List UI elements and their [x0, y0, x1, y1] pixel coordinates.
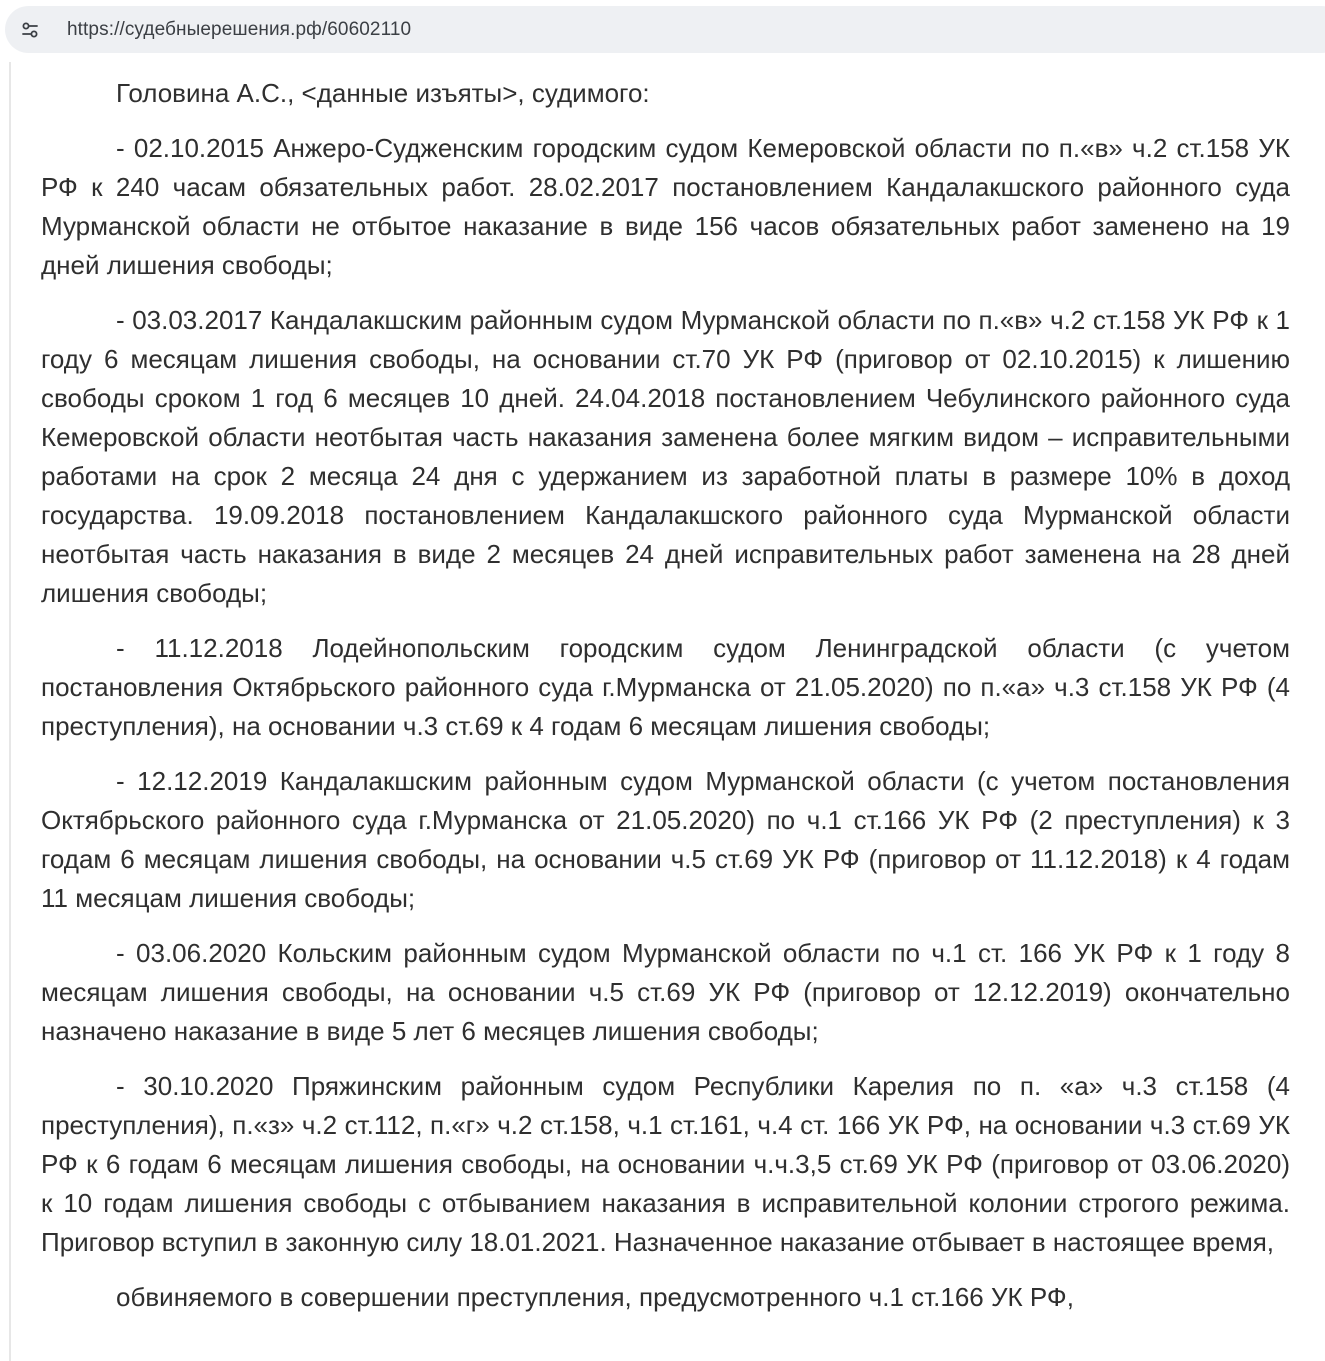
paragraph-conviction-2015: - 02.10.2015 Анжеро-Судженским городским судом Кемеровской области по п.«в» ч.2 ст.158 УК РФ к 240 часам обязательных работ. 28.02.2017 постановлением Кандалакшского районного суда Мурманской области не отбытое наказание в виде 156 часов обязательных работ заменено на 19 дней лишения свободы; [41, 133, 1290, 280]
paragraph-conviction-2018: - 11.12.2018 Лодейнопольским городским судом Ленинградской области (с учетом постановления Октябрьского районного суда г.Мурманска от 21.05.2020) по п.«а» ч.3 ст.158 УК РФ (4 преступления), на основании ч.3 ст.69 к 4 годам 6 месяцам лишения свободы; [41, 633, 1290, 741]
tune-icon[interactable] [19, 19, 41, 41]
tune-icon-glyph [20, 20, 40, 40]
left-divider [9, 62, 11, 1361]
paragraph-charge: обвиняемого в совершении преступления, предусмотренного ч.1 ст.166 УК РФ, [116, 1282, 1074, 1312]
paragraph-conviction-oct-2020: - 30.10.2020 Пряжинским районным судом Республики Карелия по п. «а» ч.3 ст.158 (4 преступления), п.«з» ч.2 ст.112, п.«г» ч.2 ст.158, ч.1 ст.161, ч.4 ст. 166 УК РФ, на основании ч.3 ст.69 УК РФ к 6 годам 6 месяцам лишения свободы, на основании ч.ч.3,5 ст.69 УК РФ (приговор от 03.06.2020) к 10 годам лишения свободы с отбыванием наказания в исправительной колонии строгого режима. Приговор вступил в законную силу 18.01.2021. Назначенное наказание отбывает в настоящее время, [41, 1071, 1290, 1257]
paragraph-conviction-2017: - 03.03.2017 Кандалакшским районным судом Мурманской области по п.«в» ч.2 ст.158 УК РФ к 1 году 6 месяцам лишения свободы, на основании ст.70 УК РФ (приговор от 02.10.2015) к лишению свободы сроком 1 год 6 месяцев 10 дней. 24.04.2018 постановлением Чебулинского районного суда Кемеровской области неотбытая часть наказания заменена более мягким видом – исправительными работами на срок 2 месяца 24 дня с удержанием из заработной платы в размере 10% в доход государства. 19.09.2018 постановлением Кандалакшского районного суда Мурманской области неотбытая часть наказания в виде 2 месяцев 24 дней исправительных работ заменена на 28 дней лишения свободы; [41, 305, 1290, 608]
page-content [0, 62, 1325, 1361]
document-body [41, 74, 1290, 1333]
paragraph-conviction-june-2020: - 03.06.2020 Кольским районным судом Мурманской области по ч.1 ст. 166 УК РФ к 1 году 8 месяцам лишения свободы, на основании ч.5 ст.69 УК РФ (приговор от 12.12.2019) окончательно назначено наказание в виде 5 лет 6 месяцев лишения свободы; [41, 938, 1290, 1046]
address-bar[interactable] [5, 6, 1325, 53]
paragraph-conviction-2019: - 12.12.2019 Кандалакшским районным судом Мурманской области (с учетом постановления Октябрьского районного суда г.Мурманска от 21.05.2020) по ч.1 ст.166 УК РФ (2 преступления) к 3 годам 6 месяцам лишения свободы, на основании ч.5 ст.69 УК РФ (приговор от 11.12.2018) к 4 годам 11 месяцам лишения свободы; [41, 766, 1290, 913]
browser-toolbar [0, 0, 1325, 62]
url-text[interactable]: https://судебныерешения.рф/60602110 [67, 18, 412, 40]
paragraph-defendant: Головина А.С., <данные изъяты>, судимого: [116, 78, 650, 108]
